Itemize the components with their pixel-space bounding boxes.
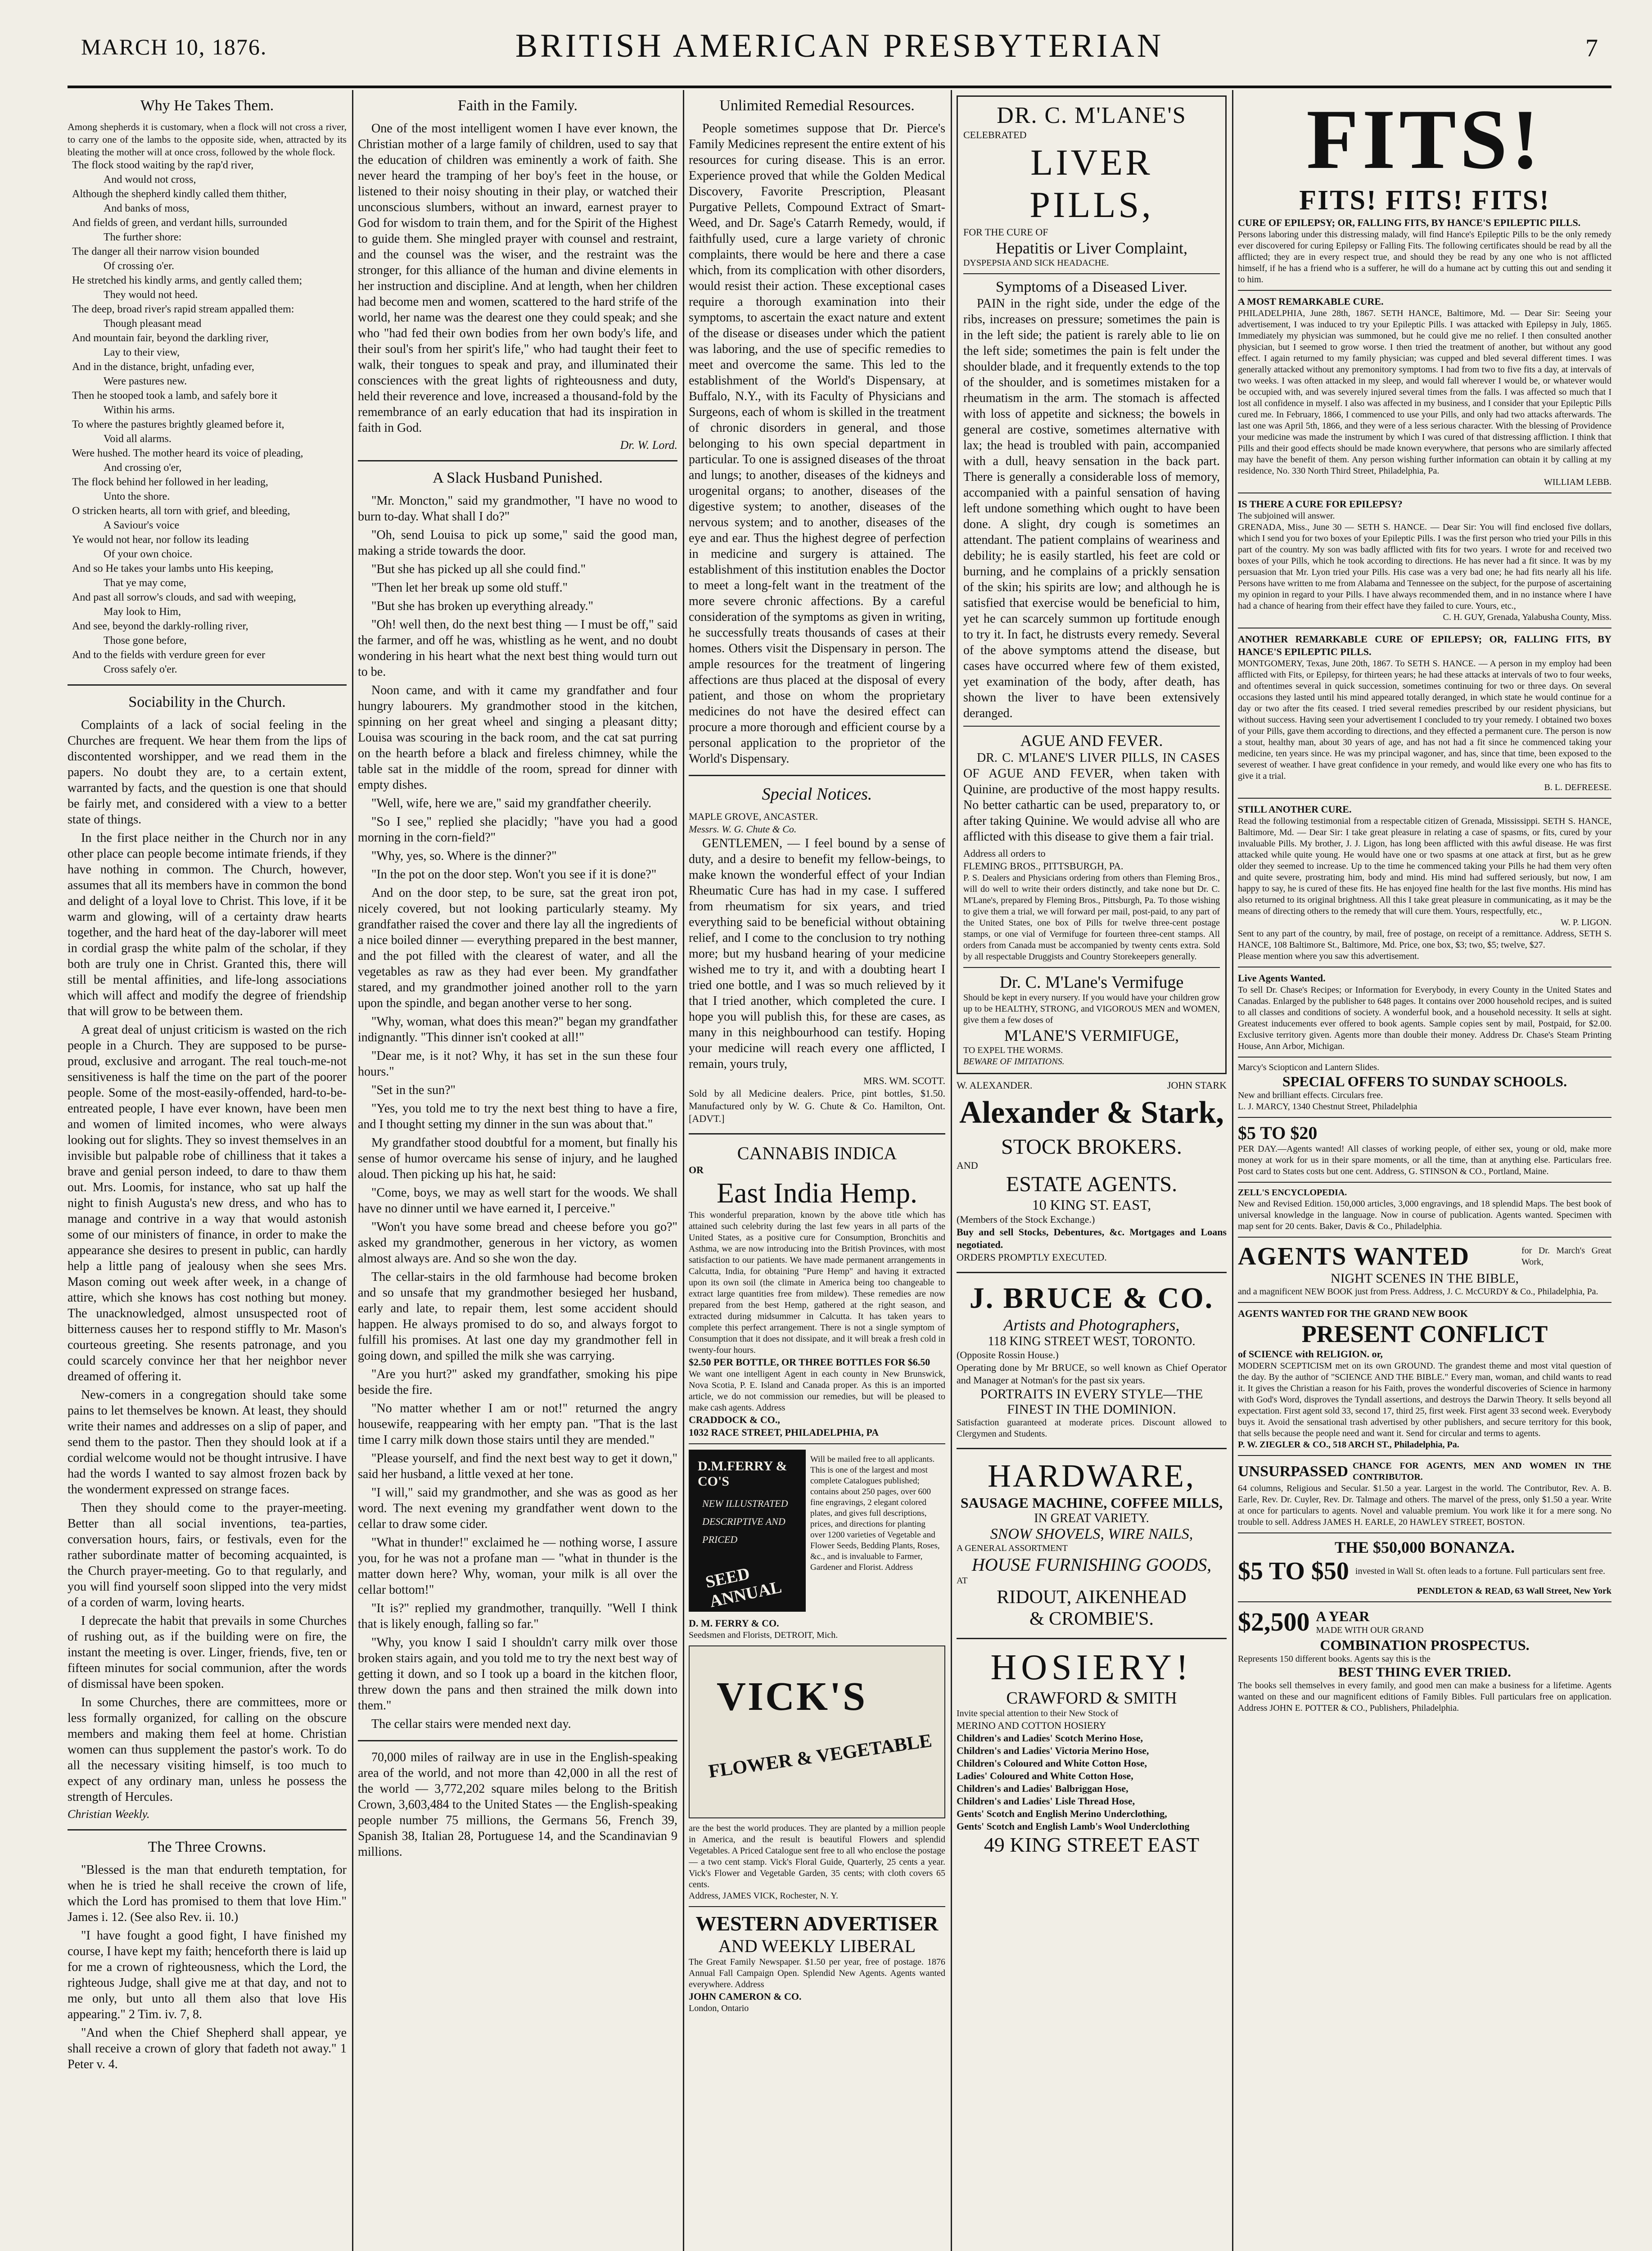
perday-text: PER DAY.—Agents wanted! All classes of working people, of either sex, young or old, make more money at work for us in their spare moments, or all the time, than at anything else. Particulars free. Post card to States costs but one cent. Address, G. STINSON & CO., Portland, Maine.	[1238, 1144, 1611, 1176]
divider	[957, 1448, 1227, 1449]
paragraph: "Mr. Moncton," said my grandmother, "I have no wood to burn to-day. What shall I do?"	[358, 494, 677, 524]
column-2	[358, 90, 677, 2251]
paragraph: People sometimes suppose that Dr. Pierce's Family Medicines represent the entire extent of his resources for curing disease. This is an error. Experience proved that while the Golden Medical Discovery, Favorite Prescription, Pleasant Purgative Pellets, Compound Extract of Smart-Weed, and Dr. Sage's Catarrh Remedy, would, if faithfully used, cure a large variety of chronic complaints, there would be here and there a case which, from its complication with other disorders, would resist their action. These exceptional cases require a thorough examination into their symptoms, to ascertain the exact nature and extent of the disease or diseases under which the patient was laboring, and the use of specific remedies to meet and overcome the same. This led to the establishment of the World's Dispensary, at Buffalo, N.Y., with its Faculty of Physicians and Surgeons, each of whom is skilled in the treatment of chronic disorders in general, and those belonging to his own special department in particular. To one is assigned diseases of the throat and lungs; to another, diseases of the kidneys and urogenital organs; to another, diseases of the digestive system; to another, diseases of the nervous system; and to another, diseases of the eye and ear. Thus the highest degree of perfection in medicine and surgery is attained. The establishment of this institution enables the Doctor to meet a long-felt want in the treatment of the more severe chronic affections. By a careful consideration of the symptoms as given in writing, he successfully treats thousands of cases at their homes. Others visit the Dispensary in person. The ample resources for the treatment of lingering affections are thus placed at the disposal of every patient, and those on whom the proprietary medicines do not have the desired effect can procure a more thorough and efficient course by a personal application to the proprietor of the World's Dispensary.	[689, 122, 945, 766]
hw-firm2: & CROMBIE'S.	[1029, 1609, 1154, 1629]
marcy-line: Marcy's Sciopticon and Lantern Slides.	[1238, 1062, 1380, 1072]
there-title: IS THERE A CURE FOR EPILEPSY?	[1238, 498, 1403, 510]
western-title: WESTERN ADVERTISER	[695, 1912, 939, 1935]
live-title: Live Agents Wanted.	[1238, 972, 1326, 984]
hosiery-item: Gents' Scotch and English Lamb's Wool Underclothing	[957, 1821, 1190, 1832]
as-name: Alexander & Stark,	[959, 1095, 1224, 1130]
poem	[68, 158, 347, 676]
hosiery-item: Ladies' Coloured and White Cotton Hose,	[957, 1770, 1133, 1781]
ague-title: AGUE AND FEVER.	[1020, 732, 1163, 750]
poem-line: Although the shepherd kindly called them thither,	[72, 188, 287, 200]
hosiery-item: Gents' Scotch and English Merino Underclothing,	[957, 1808, 1167, 1819]
unsurpassed-side: CHANCE FOR AGENTS, MEN AND WOMEN IN THE CONTRIBUTOR.	[1352, 1461, 1611, 1482]
remarkable-title: A MOST REMARKABLE CURE.	[1238, 296, 1384, 307]
lp-dys: DYSPEPSIA AND SICK HEADACHE.	[963, 258, 1109, 268]
paragraph: "It is?" replied my grandmother, tranquilly. "Well I think that is likely enough, falling so far."	[358, 1601, 677, 1631]
vick-text: are the best the world produces. They are planted by a million people in America, and the result is beautiful Flowers and splendid Vegetables. A Priced Catalogue sent free to all who enclose the postage — a two cent stamp. Vick's Floral Guide, Quarterly, 25 cents a year. Vick's Flower and Vegetable Garden, 35 cents; with cloth covers 65 cents.	[689, 1823, 945, 1889]
paper-title: BRITISH AMERICAN PRESBYTERIAN	[515, 27, 1164, 64]
paragraph: Complaints of a lack of social feeling in the Churches are frequent. We hear them from the lips of discontented worshipper, and we read them in the papers. No doubt they are, to a certain extent, warranted by facts, and the question is one that should be fairly met, and considered with a view to a better state of things.	[68, 718, 347, 827]
k2500-row	[1238, 1607, 1611, 1637]
hw-assort: A GENERAL ASSORTMENT	[957, 1543, 1068, 1553]
poem-line: Unto the shore.	[104, 491, 170, 502]
hosiery-firm: CRAWFORD & SMITH	[1006, 1689, 1177, 1708]
poem-line: And past all sorrow's clouds, and sad with weeping,	[72, 592, 296, 603]
column-1	[68, 90, 347, 2251]
paragraph: Then they should come to the prayer-meeting. Better than all social inventions, tea-parties, conversation hours, fairs, or festivals, even for the rather subordinate matter of becoming acquainted, is the Church prayer-meeting. Go to that regularly, and you will find yourself soon slipped into the very midst of a corden of warm, loving hearts.	[68, 1501, 347, 1609]
hosiery-item: Children's Coloured and White Cotton Hose,	[957, 1758, 1147, 1769]
jb-text: Operating done by Mr BRUCE, so well known as Chief Operator and Manager at Notman's for the past six years.	[957, 1362, 1227, 1386]
bonanza-title: THE $50,000 BONANZA.	[1334, 1538, 1515, 1556]
poem-line: And to the fields with verdure green for ever	[72, 649, 266, 661]
symptoms-body: PAIN in the right side, under the edge of the ribs, increases on pressure; sometimes the pain is in the left side; the patient is rarely able to lie on the left side; sometimes the pain is felt under the shoulder blade, and it frequently extends to the top of the shoulder, and is sometimes mistaken for a rheumatism in the arm. The stomach is affected with loss of appetite and sickness; the bowels in general are costive, sometimes alternative with lax; the head is troubled with pain, accompanied with a dull, heavy sensation in the back part. There is generally a considerable loss of memory, accompanied with a painful sensation of having left undone something which ought to have been done. A slight, dry cough is sometimes an attendant. The patient complains of weariness and debility; he is easily startled, his feet are cold or burning, and he complains of a prickly sensation of the skin; his spirits are low; and although he is satisfied that exercise would be beneficial to him, yet he can scarcely summon up fortitude enough to try it. In fact, he distrusts every remedy. Several of the above symptoms attend the disease, but cases have occurred where few of them existed, yet examination of the body, after death, has shown the liver to have been extensively deranged.	[963, 297, 1220, 720]
poem-line: To where the pastures brightly gleamed before it,	[72, 419, 284, 430]
there-text: GRENADA, Miss., June 30 — SETH S. HANCE. — Dear Sir: You will find enclosed five dollars, which I send you for two boxes of your Epileptic Pills. I was the first person who tried your Pills in this part of the country. My son was badly afflicted with fits for two years. I wrote for and received two boxes of your Pills, which he took according to directions. He has never had a fit since. It was by my persuasion that Mr. Lyon tried your Pills. His case was a very bad one; he had fits nearly all his life. Persons have written to me from Alabama and Tennessee on the subject, for the purpose of ascertaining my opinion in regard to your Pills. I have always recommended them, and in no instance where I have had a chance of hearing from their effect have they failed to cure. Yours, etc.,	[1238, 522, 1611, 611]
divider	[1238, 1302, 1611, 1303]
paragraph: "Why, woman, what does this mean?" began my grandfather indignantly. "This dinner isn't cooked at all!"	[358, 1015, 677, 1044]
agents-text: and a magnificent NEW BOOK just from Press. Address, J. C. McCURDY & Co., Philadelphia, Pa.	[1238, 1287, 1598, 1297]
agents-side: for Dr. March's Great Work,	[1521, 1246, 1611, 1267]
beware-note: BEWARE OF IMITATIONS.	[963, 1057, 1065, 1067]
poem-line: And would not cross,	[104, 174, 196, 185]
present-conflict: PRESENT CONFLICT	[1301, 1320, 1548, 1347]
present-text: MODERN SCEPTICISM met on its own GROUND. The grandest theme and most vital question of the day. By the author of "SCIENCE AND THE BIBLE." Every man, woman, and child wants to read it. It gives the Christian a reason for his Faith, proves the wonderful discoveries of Science in harmony with God's Word, disproves the Tyndall assertions, and destroys the Darwin Theory. It sells beyond all expectation. First agent sold 33, second 17, third 25, first week. First agent 33 second week. Everybody buys it. Avoid the sensational trash advertised by other publishers, and secure territory for this book, that sells because the people need and want it. Send for circular and terms to agents.	[1238, 1361, 1611, 1438]
hosiery-item: Children's and Ladies' Lisle Thread Hose,	[957, 1795, 1135, 1807]
divider	[1238, 1182, 1611, 1183]
another-text: MONTGOMERY, Texas, June 20th, 1867. To SETH S. HANCE. — A person in my employ had been afflicted with Fits, or Epilepsy, for thirteen years; he had these attacks at intervals of two to four weeks, and oftentimes several in quick succession, sometimes continuing for two or three days. On several occasions they lasted until his mind appeared totally deranged, in which state he would continue for a day or two after the fits ceased. I tried several remedies prescribed by our resident physicians, but without success. Having seen your advertisement I concluded to try your remedy. I obtained two boxes of your Pills, gave them according to directions, and they effected a permanent cure. The person is now a stout, healthy man, about 30 years of age, and has not had a fit since he commenced taking your medicine, ten years since. He was my principal wagoner, and has, since that time, been exposed to the severest of weather. I have great confidence in your remedy, and would like every one who has fits to give it a trial.	[1238, 659, 1611, 781]
poem-intro: Among shepherds it is customary, when a flock will not cross a river, to carry one of the lambs to the opposite side, when, attracted by its bleating the mother will at once cross, followed by the whole flock.	[68, 121, 347, 158]
as-partners	[957, 1080, 1227, 1091]
notices-title: Special Notices.	[762, 785, 872, 804]
paragraph: The cellar stairs were mended next day.	[371, 1717, 571, 1731]
paragraph: And on the door step, to be sure, sat the great iron pot, nicely covered, but not looking particularly steamy. My grandfather raised the cover and there lay all the ingredients of a nice boiled dinner — everything prepared in the best manner, and the pot filled with the clearest of water, and all the vegetables as raw as they had ever been. My grandfather stared, and my grandmother joined another roll to the yarn upon the spindle, and began another verse to her song.	[358, 886, 677, 1010]
paragraph: "What in thunder!" exclaimed he — nothing worse, I assure you, for he was not a profane man — "what in thunder is the matter down here? Why, woman, your milk is all over the cellar bottom!"	[358, 1536, 677, 1597]
divider	[1238, 798, 1611, 799]
paragraph: My grandfather stood doubtful for a moment, but finally his sense of humor overcame his sense of injury, and he laughed aloud. Then picking up his hat, he said:	[358, 1136, 677, 1181]
hosiery-item: Children's and Ladies' Balbriggan Hose,	[957, 1783, 1128, 1794]
paragraph: In some Churches, there are committees, more or less formally organized, for calling on the obscure members and making them feel at home. Christian women can thus supplement the pastor's work. To do all the necessary visiting himself, is too much to expect of any ordinary man, unless he possess the strength of Hercules.	[68, 1695, 347, 1804]
slack-title: A Slack Husband Punished.	[433, 470, 603, 486]
liver-pills-ad	[957, 95, 1227, 1074]
poem-line: And so He takes your lambs unto His keeping,	[72, 563, 274, 574]
paragraph: Noon came, and with it came my grandfather and four hungry labourers. My grandmother stood in the kitchen, spinning on her great wheel and singing a pleasant ditty; Louisa was scouring in the back room, and the cat sat purring on the hearth before a black and fireless chimney, while the table sat in the middle of the room, spread for dinner with empty dishes.	[358, 683, 677, 792]
poem-line: Ye would not hear, nor follow its leading	[72, 534, 249, 546]
another-sig: B. L. DEFREESE.	[1544, 782, 1611, 792]
paragraph: "In the pot on the door step. Won't you see if it is done?"	[371, 868, 657, 881]
paragraph: "Then let her break up some old stuff."	[371, 581, 568, 595]
as-and: AND	[957, 1160, 978, 1171]
poem-line: Cross safely o'er.	[104, 664, 177, 675]
vick-sub: FLOWER & VEGETABLE	[707, 1730, 933, 1782]
hw-at: AT	[957, 1576, 968, 1586]
fits-heading: FITS!	[1306, 92, 1543, 187]
divider	[1238, 1117, 1611, 1118]
as-orders: ORDERS PROMPTLY EXECUTED.	[957, 1252, 1107, 1263]
divider	[957, 1638, 1227, 1639]
or-word: OR	[689, 1164, 704, 1175]
poem-line: Were pastures new.	[104, 375, 187, 387]
paragraph: "But she has broken up everything already."	[371, 599, 594, 613]
cure-title: CURE OF EPILEPSY; OR, FALLING FITS, BY HANCE'S EPILEPTIC PILLS.	[1238, 217, 1581, 228]
column-rule	[683, 90, 684, 2251]
article-body	[68, 717, 347, 1805]
hosiery-item: Children's and Ladies' Scotch Merino Hose,	[957, 1732, 1143, 1744]
hemp-firm: CRADDOCK & CO.,	[689, 1414, 780, 1425]
paragraph: "Blessed is the man that endureth temptation, for when he is tried he shall receive the crown of life, which the Lord has promised to them that love Him." James i. 12. (See also Rev. ii. 10.)	[68, 1863, 347, 1924]
divider	[963, 967, 1220, 968]
hemp-more: We want one intelligent Agent in each county in New Brunswick, Nova Scotia, P. E. Island and Canada proper. As this is an imported article, we do not commission our remedies, but will be pleased to make cash agents. Address	[689, 1369, 945, 1413]
live-text: To sell Dr. Chase's Recipes; or Information for Everybody, in every County in the United States and Canadas. Enlarged by the publisher to 648 pages. It contains over 2000 household recipes, and is suited to all classes and conditions of society. A wonderful book, and a household necessity. It sells at sight. Greatest inducements ever offered to book agents. Sample copies sent by mail, Postpaid, for $2.00. Exclusive territory given. Agents more than double their money. Address Dr. Chase's Steam Printing House, Ann Arbor, Michigan.	[1238, 985, 1611, 1051]
paragraph: "Set in the sun?"	[371, 1083, 456, 1097]
unsurpassed-text: 64 columns, Religious and Secular. $1.50 a year. Largest in the world. The Contributor, Rev. A. B. Earle, Rev. Dr. Cuyler, Rev. Dr. Talmage and others. The marvel of the press, only $1.50 a year. Write at once for particulars to agents. Novel and valuable premium. You work like it for a mere song. No trouble to sell. Address JAMES H. EARLE, 20 HAWLEY STREET, BOSTON.	[1238, 1483, 1611, 1527]
vick-address: Address, JAMES VICK, Rochester, N. Y.	[689, 1891, 839, 1901]
notice-sold: Sold by all Medicine dealers. Price, pint bottles, $1.50. Manufactured only by W. G. Chute & Co. Hamilton, Ont. [ADVT.]	[689, 1088, 945, 1124]
agents-big: AGENTS WANTED	[1238, 1243, 1470, 1270]
poem-line: He stretched his kindly arms, and gently called them;	[72, 275, 302, 286]
paragraph: "So I see," replied she placidly; "have you had a good morning in the corn-field?"	[358, 815, 677, 845]
hemp-price: $2.50 PER BOTTLE, OR THREE BOTTLES FOR $6.50	[689, 1356, 930, 1368]
best-thing: BEST THING EVER TRIED.	[1338, 1665, 1511, 1680]
paragraph: "Why, you know I said I shouldn't carry milk over those broken stairs again, and you told me to try the next best way of getting it down, and so I took up a board in the kitchen floor, threw down the pans and then strained the milk down into them."	[358, 1636, 677, 1713]
paragraph: The cellar-stairs in the old farmhouse had become broken and so unsafe that my grandmother besieged her husband, early and late, to repair them, lest some accident should happen. He always promised to do so, and always forgot to fulfill his promises. At last one day my grandmother fell in going down, and spilled the milk she was carrying.	[358, 1270, 677, 1363]
ferry-lines: NEW ILLUSTRATED DESCRIPTIVE AND PRICED	[702, 1498, 788, 1545]
perday-big: $5 TO $20	[1238, 1123, 1318, 1143]
bonanza-row	[1238, 1557, 1611, 1586]
ferry-seed-ad	[689, 1450, 940, 1612]
poem-line: And mountain fair, beyond the darkling river,	[72, 332, 269, 344]
marcy-big: SPECIAL OFFERS TO SUNDAY SCHOOLS.	[1282, 1073, 1567, 1089]
jb-opp: (Opposite Rossin House.)	[957, 1349, 1059, 1361]
still-text: Read the following testimonial from a respectable citizen of Grenada, Mississippi. SETH S. HANCE, Baltimore, Md. — Dear Sir: I take great pleasure in relating a case of spasms, or fits, cured by your invaluable Pills. My brother, J. J. Ligon, has long been afflicted with this awful disease. He was first attacked while quite young. He would have one or two spasms at one attack at first, but as he grew older they seemed to increase. Up to the time he commenced taking your Pills he had them very often and quite severe, prostrating him, body and mind. His mind had suffered seriously, but now, I am happy to say, he is cured of these fits. He has enjoyed fine health for the last five months. His mind has also returned to its original brightness. All this I take great pleasure in communicating, as it may be the means of directing others to the remedy that will cure them. Yours, respectfully, etc.,	[1238, 816, 1611, 916]
divider	[68, 1829, 347, 1831]
marcy-sub: New and brilliant effects. Circulars free.	[1238, 1090, 1383, 1100]
poem-line: And fields of green, and verdant hills, surrounded	[72, 217, 287, 229]
paragraph: "But she has picked up all she could find."	[371, 562, 586, 576]
vermifuge-expel: TO EXPEL THE WORMS.	[963, 1045, 1063, 1055]
divider	[358, 1740, 677, 1741]
lp-hep: Hepatitis or Liver Complaint,	[996, 239, 1187, 257]
lp-for: FOR THE CURE OF	[963, 226, 1048, 238]
hw-var: IN GREAT VARIETY.	[1034, 1511, 1149, 1525]
poem-line: Those gone before,	[104, 635, 187, 646]
paragraph: "Yes, you told me to try the next best thing to have a fire, and I thought setting my dinner in the sun was about that."	[358, 1102, 677, 1131]
poem-line: And crossing o'er,	[104, 462, 182, 474]
poem-line: The further shore:	[104, 231, 182, 243]
vermifuge-text: Should be kept in every nursery. If you would have your children grow up to be HEALTHY, STRONG, and VIGOROUS MEN and WOMEN, give them a few doses of	[963, 993, 1220, 1025]
poem-line: The danger all their narrow vision bounded	[72, 246, 259, 258]
divider	[963, 273, 1220, 274]
sent-text: Sent to any part of the country, by mail, free of postage, on receipt of a remittance. Address, SETH S. HANCE, 108 Baltimore St., Baltimore, Md. Price, one box, $3; two, $5; twelve, $27.	[1238, 929, 1611, 950]
divider	[957, 1272, 1227, 1273]
page-number: 7	[1585, 34, 1598, 62]
poem-line: And banks of moss,	[104, 203, 190, 214]
paragraph: One of the most intelligent women I have ever known, the Christian mother of a large family of children, used to say that the education of children was eminently a work of faith. She never heard the tramping of her boy's feet in the house, or listened to their noisy shouting in their play, or watched their unconscious slumbers, without an inward, earnest prayer to God for wisdom to train them, and for the Spirit of the Highest to guide them. She mingled prayer with counsel and restraint, and the counsel was the wiser, and the restraint was the stronger, for this alliance of the human and divine elements in her instruction and discipline. And at length, when her children had become men and women, scattered to the hard strife of the world, her name was the dearest one they could speak; and she who "had fed their own bodies from her own body's life, and their soul's from her spirit's life," who had taught their feet to walk, their tongues to speak and pray, and illuminated their consciences with the great lights of righteousness and duty, held their reverence and love, increased a thousand-fold by the remembrance of an early education that had its inspiration in faith in God.	[358, 122, 677, 435]
agents-night: NIGHT SCENES IN THE BIBLE,	[1330, 1271, 1519, 1286]
grand-line: AGENTS WANTED FOR THE GRAND NEW BOOK	[1238, 1308, 1468, 1319]
east-india-heading: East India Hemp.	[716, 1177, 918, 1209]
remedial-title: Unlimited Remedial Resources.	[719, 97, 915, 114]
bonanza-range: $5 TO $50	[1238, 1557, 1349, 1585]
as-member: (Members of the Stock Exchange.)	[957, 1214, 1095, 1225]
paragraph: "Are you hurt?" asked my grandfather, smoking his pipe beside the fire.	[358, 1367, 677, 1397]
made-line: MADE WITH OUR GRAND	[1316, 1625, 1424, 1635]
as-buy: Buy and sell Stocks, Debentures, &c. Mortgages and Loans negotiated.	[957, 1226, 1227, 1250]
agents-row	[1238, 1242, 1611, 1271]
ferry-firm: D. M. FERRY & CO.	[689, 1618, 779, 1629]
ferry-side-text: Will be mailed free to all applicants. This is one of the largest and most complete Catalogues published; contains about 250 pages, over 600 fine engravings, 2 elegant colored plates, and gives full descriptions, prices, and directions for planting over 1200 varieties of Vegetable and Flower Seeds, Bedding Plants, Roses, &c., and is invaluable to Farmer, Gardener and Florist. Address	[810, 1455, 940, 1572]
hw-sub: SAUSAGE MACHINE, COFFEE MILLS,	[960, 1495, 1223, 1511]
poem-line: A Saviour's voice	[104, 520, 180, 531]
hw-snow: SNOW SHOVELS, WIRE NAILS,	[990, 1526, 1193, 1542]
hw-title: HARDWARE,	[988, 1458, 1196, 1494]
poem-line: The flock behind her followed in her leading,	[72, 476, 268, 488]
poem-line: That ye may come,	[104, 577, 186, 589]
ferry-big: SEED ANNUAL	[704, 1564, 784, 1611]
poem-line: Though pleasant mead	[104, 318, 202, 330]
still-title: STILL ANOTHER CURE.	[1238, 804, 1352, 815]
remedial-body	[689, 121, 945, 767]
poem-line: Of crossing o'er.	[104, 260, 174, 272]
final-text: The books sell themselves in every family, and good men can make a business for a lifetime. Agents wanted on these and our magnificent editions of Family Bibles. Full particulars free on application. Address JOHN E. POTTER & CO., Publishers, Philadelphia.	[1238, 1681, 1611, 1713]
poem-line: They would not heed.	[104, 289, 198, 301]
hemp-body: This wonderful preparation, known by the above title which has attained such celebrity during the last few years in all parts of the United States, as a positive cure for Consumption, Bronchitis and Asthma, we are now introducing into the British Provinces, with most satisfaction to our patients. We have made permanent arrangements in Calcutta, India, for obtaining "Pure Hemp" and having it extracted upon its own soil (the climate in America being too changeable to extract large quantities free from mildew). These remedies are now prepared from the best Hemp, gathered at the right season, and extracted during midsummer in Calcutta. It has taken years to complete this perfect arrangement. There is not a single symptom of Consumption that it does not dissipate, and it will break a fresh cold in twenty-four hours.	[689, 1210, 945, 1355]
paragraph: A great deal of unjust criticism is wasted on the rich people in a Church. They are supposed to be purse-proud, exclusive and arrogant. The real touch-me-not sensitiveness is half the time on the part of the poorer people. Some of the most-easily-offended, hard-to-be-entreated people, I have ever known, have been men and women of limited incomes, who were always looking out for slights. They so invest themselves in an invisible but palpable robe of chilliness that it takes a brave and genial person indeed, to dare to thaw them out. Mrs. Loomis, for instance, who sat up half the night to finish Augusta's new dress, and who has to manage and contrive in a way that would astonish some of our ministers of finance, in order to make the appearance she desires to present in public, can hardly help a little pang of jealousy when she sees Mrs. Mason coming out week after week, in a change of attire, which she knows has cost nothing but money. The unacknowledged, almost unsuspected root of bitterness causes her to respond stiffly to Mr. Mason's courteous greeting. She resents patronage, and you could scarcely convince her that her neighbor never dreamed of offering it.	[68, 1023, 347, 1383]
divider	[689, 1443, 945, 1444]
year-word: A YEAR	[1316, 1608, 1370, 1624]
paragraph: "No matter whether I am or not!" returned the angry housewife, reappearing with her empty pan. "That is the last time I carry milk down those stairs until they are mended."	[358, 1401, 677, 1447]
jb-address: 118 KING STREET WEST, TORONTO.	[988, 1334, 1196, 1348]
there-sub: The subjoined will answer.	[1238, 511, 1335, 521]
there-sig: C. H. GUY, Grenada, Yalabusha County, Miss.	[1443, 612, 1611, 622]
another-title: ANOTHER REMARKABLE CURE OF EPILEPSY; OR, FALLING FITS, BY HANCE'S EPILEPTIC PILLS.	[1238, 633, 1611, 657]
divider	[358, 460, 677, 461]
hosiery-item: Children's and Ladies' Victoria Merino Hose,	[957, 1745, 1149, 1756]
notice-to: Messrs. W. G. Chute & Co.	[689, 823, 797, 835]
divider	[68, 684, 347, 686]
poem-line: The flock stood waiting by the rap'd river,	[72, 159, 254, 171]
ferry-name: D.M.FERRY & CO'S	[698, 1459, 787, 1489]
poem-line: Lay to their view,	[104, 347, 180, 358]
jb-sub: Artists and Photographers,	[1003, 1316, 1180, 1334]
hosiery-address: 49 KING STREET EAST	[984, 1833, 1200, 1856]
cannabis-heading: CANNABIS INDICA	[737, 1143, 897, 1163]
paragraph: "I will," said my grandmother, and she was as good as her word. The next evening my grandfather went down to the cellar to draw some cider.	[358, 1486, 677, 1531]
ferry-address: Seedsmen and Florists, DETROIT, Mich.	[689, 1630, 838, 1640]
divider	[1238, 1532, 1611, 1533]
faith-body	[358, 121, 677, 436]
hemp-address: 1032 RACE STREET, PHILADELPHIA, PA	[689, 1427, 879, 1438]
column-rule	[1232, 90, 1233, 2251]
notice-place: MAPLE GROVE, ANCASTER.	[689, 811, 818, 822]
jb-name: J. BRUCE & CO.	[969, 1282, 1214, 1315]
address-line: Address all orders to	[963, 848, 1046, 859]
paragraph: "Won't you have some bread and cheese before you go?" asked my grandmother, generous in her victory, as women almost always are. And so she won the day.	[358, 1220, 677, 1266]
cure-text: Persons laboring under this distressing malady, will find Hance's Epileptic Pills to be the only remedy ever discovered for curing Epilepsy or Falling Fits. The following certificates should be read by all the afflicted; they are in every respect true, and should they be read by any one who is not afflicted himself, if he has a friend who is a sufferer, he will do a humane act by cutting this out and sending it to him.	[1238, 230, 1611, 285]
article-source: Christian Weekly.	[68, 1808, 150, 1821]
poem-line: Of your own choice.	[104, 548, 193, 560]
issue-date: MARCH 10, 1876.	[81, 34, 267, 59]
paragraph: "I have fought a good fight, I have finished my course, I have kept my faith; henceforth there is laid up for me a crown of righteousness, which the Lord, the righteous Judge, shall give me at that day, and not to me only, but unto all them also that love His appearing." 2 Tim. iv. 7, 8.	[68, 1929, 347, 2021]
remarkable-text: PHILADELPHIA, June 28th, 1867. SETH HANCE, Baltimore, Md. — Dear Sir: Seeing your advertisement, I was induced to try your Epileptic Pills. I was attacked with Epilepsy in July, 1865. Immediately my physician was summoned, but he could give me no relief. I then consulted another physician, but I seemed to grow worse. I then tried the treatment of another, but without any good effect. I again returned to my family physician; was cupped and bled several different times. I was generally attacked without any premonitory symptoms. I had from two to five fits a day, at intervals of two weeks. I was often attacked in my sleep, and would fall wherever I would be, or whatever would be occupied with, and was severely injured several times from the falls. I was affected so much that I lost all confidence in myself. I also was affected in my business, and I consider that your Epileptic Pills cured me. In February, 1866, I commenced to use your Pills, and only had two attacks afterwards. The last one was April 5th, 1866, and they were of a less serious character. With the blessing of Providence your medicine was made the instrument by which I was cured of that distressing affliction. I think that Pills and their good effects should be made known everywhere, that persons who are similarly affected may have the benefit of them. Any person wishing further information can obtain it by calling at my residence, No. 330 North Third Street, Philadelphia, Pa.	[1238, 308, 1611, 476]
divider	[1238, 1237, 1611, 1238]
notice-body: GENTLEMEN, — I feel bound by a sense of duty, and a desire to benefit my fellow-beings, to make known the wonderful effect of your Indian Rheumatic Cure has had in my case. I suffered from rheumatism for six years, and tried everything said to be beneficial without obtaining relief, and I come to the conclusion to try nothing more; but my husband hearing of your medicine wished me to try it, and with a doubting heart I tried one bottle, and I was so much relieved by it that I tried another, which completed the cure. I hope you will publish this, for these are cases, as many in this neighbourhood can testify. Hoping your medicine will reach every one afflicted, I remain, yours truly,	[689, 836, 945, 1071]
as-left: W. ALEXANDER.	[957, 1080, 1033, 1091]
hosiery-title: HOSIERY!	[990, 1648, 1193, 1687]
divider	[1238, 1057, 1611, 1058]
divider	[1238, 1455, 1611, 1456]
crowns-title: The Three Crowns.	[148, 1839, 266, 1855]
paragraph: "Come, boys, we may as well start for the woods. We shall have no dinner until we have earned it, I perceive."	[358, 1186, 677, 1216]
notice-signature: MRS. WM. SCOTT.	[863, 1075, 945, 1086]
vermifuge-title: Dr. C. M'Lane's Vermifuge	[999, 973, 1184, 992]
jb-portraits: PORTRAITS IN EVERY STYLE—THE FINEST IN THE DOMINION.	[980, 1387, 1203, 1417]
ague-body: DR. C. M'LANE'S LIVER PILLS, IN CASES OF AGUE AND FEVER, when taken with Quinine, are productive of the most happy results. No better cathartic can be used, preparatory to, or after taking Quinine. We would advise all who are afflicted with this disease to give them a fair trial.	[963, 751, 1220, 844]
divider	[689, 775, 945, 776]
column-rule	[352, 90, 353, 2251]
bonanza-side: invested in Wall St. often leads to a fortune. Full particulars sent free.	[1355, 1566, 1605, 1576]
paragraph: "Why, yes, so. Where is the dinner?"	[371, 849, 557, 863]
as-estate: ESTATE AGENTS.	[1006, 1172, 1178, 1196]
paragraph: "Oh! well then, do the next best thing — I must be off," said the farmer, and off he was, whistling as he went, and no doubt wondering in his heart what the next best thing would turn out to be.	[358, 618, 677, 679]
lp-celebrated: CELEBRATED	[963, 129, 1027, 140]
column-4	[957, 90, 1227, 2251]
faith-source: Dr. W. Lord.	[620, 438, 677, 452]
lp-name: DR. C. M'LANE'S	[997, 103, 1187, 128]
paragraph: I deprecate the habit that prevails in some Churches of rushing out, as if the building were on fire, the instant the meeting is over. Linger, friends, five, ten or fifteen minutes for social communion, after the words of dismissal have been spoken.	[68, 1614, 347, 1691]
zell-title: ZELL'S ENCYCLOPEDIA.	[1238, 1188, 1347, 1198]
railway-note: 70,000 miles of railway are in use in the English-speaking area of the world, and not more than 42,000 in all the rest of the world — 3,772,202 square miles belong to the British Crown, 3,603,484 to the United States — the English-speaking people number 75 millions, the Germans 56, French 39, Spanish 38, Italian 28, Portuguese 14, and the Scandinavian 9 millions.	[358, 1750, 677, 1859]
masthead	[68, 18, 1611, 88]
western-address: London, Ontario	[689, 2003, 749, 2013]
western-firm: JOHN CAMERON & CO.	[689, 1991, 802, 2002]
hosiery-merino: MERINO AND COTTON HOSIERY	[957, 1720, 1106, 1731]
bonanza-address: PENDLETON & READ, 63 Wall Street, New York	[1417, 1586, 1611, 1596]
represents-line: Represents 150 different books. Agents say this is the	[1238, 1654, 1431, 1664]
paragraph: "Oh, send Louisa to pick up some," said the good man, making a stride towards the door.	[358, 528, 677, 558]
western-text: The Great Family Newspaper. $1.50 per year, free of postage. 1876 Annual Fall Campaign Open. Splendid New Agents. Agents wanted everywhere. Address	[689, 1957, 945, 1989]
hw-firm1: RIDOUT, AIKENHEAD	[997, 1587, 1187, 1608]
article-title: Sociability in the Church.	[128, 694, 286, 710]
poem-line: And see, beyond the darkly-rolling river,	[72, 620, 248, 632]
divider	[689, 1906, 945, 1907]
k2500-side	[1316, 1608, 1424, 1636]
unsurpassed-big: UNSURPASSED	[1238, 1463, 1348, 1480]
remarkable-sig: WILLIAM LEBB.	[1544, 477, 1611, 487]
paragraph: In the first place neither in the Church nor in any other place can people become intimate friends, if they have nothing in common. The Church, however, assumes that all its members have in common the bond and delight of a loyal love to Christ. This love, if it be warm and glowing, will of a certainty draw hearts together, and the hard heat of the day-laborer will meet in cordial grasp the white palm of the scholar, if they both are truly one in Christ. Granted this, there will still be mental affinities, and life-long associations which will affect and modify the degree of friendship that will grow to be between them.	[68, 831, 347, 1018]
poem-line: Void all alarms.	[104, 433, 172, 445]
poem-line: O stricken hearts, all torn with grief, and bleeding,	[72, 505, 290, 517]
divider	[963, 726, 1220, 727]
hosiery-invite: Invite special attention to their New Stock of	[957, 1709, 1119, 1718]
sent-note: Please mention where you saw this advertisement.	[1238, 951, 1419, 961]
paragraph: "And when the Chief Shepherd shall appear, ye shall receive a crown of glory that fadeth not away." 1 Peter v. 4.	[68, 2026, 347, 2071]
poem-title: Why He Takes Them.	[140, 97, 274, 114]
paragraph: "Well, wife, here we are," said my grandfather cheerily.	[371, 796, 652, 810]
divider	[1238, 1601, 1611, 1602]
poem-line: And in the distance, bright, unfading ever,	[72, 361, 254, 373]
vermifuge-name: M'LANE'S VERMIFUGE,	[1004, 1026, 1179, 1044]
poem-line: The deep, broad river's rapid stream appalled them:	[72, 303, 294, 315]
lp-big: LIVER PILLS,	[1029, 142, 1154, 225]
as-stock: STOCK BROKERS.	[1001, 1135, 1182, 1159]
poem-line: Within his arms.	[104, 404, 175, 416]
divider	[1238, 290, 1611, 291]
vick-name: VICK'S	[717, 1674, 867, 1719]
paragraph: "Please yourself, and find the next best way to get it down," said her husband, a little vexed at her tone.	[358, 1451, 677, 1481]
vick-ad-image	[689, 1645, 945, 1818]
still-sig: W. P. LIGON.	[1560, 918, 1611, 927]
jb-satisfaction: Satisfaction guaranteed at moderate prices. Discount allowed to Clergymen and Students.	[957, 1418, 1227, 1439]
symptoms-title: Symptoms of a Diseased Liver.	[996, 279, 1187, 295]
poem-line: May look to Him,	[104, 606, 181, 618]
divider	[689, 1133, 945, 1135]
column-rule	[951, 90, 952, 2251]
zell-text: New and Revised Edition. 150,000 articles, 3,000 engravings, and 18 splendid Maps. The best book of universal knowledge in the language. Now in course of publication. Agents wanted. Specimen with map sent for 20 cents. Baker, Davis & Co., Philadelphia.	[1238, 1199, 1611, 1231]
column-3	[689, 90, 945, 2251]
present-address: P. W. ZIEGLER & CO., 518 ARCH ST., Philadelphia, Pa.	[1238, 1440, 1459, 1450]
hw-house: HOUSE FURNISHING GOODS,	[971, 1555, 1212, 1575]
poem-line: Were hushed. The mother heard its voice of pleading,	[72, 447, 303, 459]
unsurpassed-row	[1238, 1460, 1611, 1483]
combination-title: COMBINATION PROSPECTUS.	[1320, 1637, 1530, 1653]
paragraph: New-comers in a congregation should take some pains to let themselves be known. At least, they should write their names and addresses on a slip of paper, and send them to the pastor. Then they should look at if a cordial welcome would not be thought intrusive. I have had the words I wanted to say almost frozen back by the wonderment expressed on strange faces.	[68, 1388, 347, 1496]
as-right: JOHN STARK	[1167, 1080, 1227, 1091]
column-5	[1238, 90, 1611, 2251]
slack-body	[358, 493, 677, 1732]
paragraph: "Dear me, is it not? Why, it has set in the sun these four hours."	[358, 1049, 677, 1079]
as-address: 10 KING ST. EAST,	[1032, 1197, 1151, 1213]
faith-title: Faith in the Family.	[457, 97, 578, 114]
fleming: FLEMING BROS., PITTSBURGH, PA.	[963, 860, 1124, 872]
western-subtitle: AND WEEKLY LIBERAL	[718, 1936, 916, 1956]
science-line: of SCIENCE with RELIGION. or,	[1238, 1348, 1383, 1360]
hosiery-list	[957, 1732, 1227, 1833]
poem-line: Then he stooped took a lamb, and safely bore it	[72, 390, 277, 402]
marcy-address: L. J. MARCY, 1340 Chestnut Street, Philadelphia	[1238, 1102, 1417, 1112]
fits-subheading: FITS! FITS! FITS!	[1299, 185, 1550, 216]
dealers-note: P. S. Dealers and Physicians ordering from others than Fleming Bros., will do well to write their orders distinctly, and take none but Dr. C. M'Lane's, prepared by Fleming Bros., Pittsburgh, Pa. To those wishing to give them a trial, we will forward per mail, post-paid, to any part of the United States, one box of Pills for twelve three-cent postage stamps, or one vial of Vermifuge for fourteen three-cent stamps. All orders from Canada must be accompanied by twenty cents extra. Sold by all respectable Druggists and Country Storekeepers generally.	[963, 873, 1220, 962]
k2500-amount: $2,500	[1238, 1607, 1310, 1636]
crowns-body	[68, 1862, 347, 2072]
